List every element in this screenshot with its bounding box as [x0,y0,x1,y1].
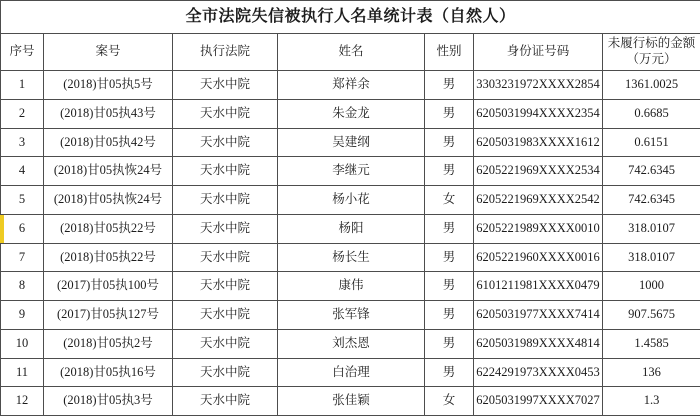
cell-name: 杨小花 [278,186,425,215]
cell-gender: 男 [425,214,474,243]
cell-court: 天水中院 [173,186,278,215]
cell-name: 白治理 [278,358,425,387]
cell-id-number: 6205221989XXXX0010 [474,214,603,243]
cell-id-number: 6224291973XXXX0453 [474,358,603,387]
cell-no: 3 [1,128,44,157]
col-header-court: 执行法院 [173,34,278,71]
cell-no: 6 [1,214,44,243]
cell-no: 12 [1,387,44,416]
cell-gender: 男 [425,358,474,387]
cell-amount: 318.0107 [603,214,700,243]
table-row [1,243,700,272]
cell-amount: 1.3 [603,387,700,416]
cell-amount: 1.4585 [603,329,700,358]
table-row [1,186,700,215]
cell-id-number: 6205031989XXXX4814 [474,329,603,358]
cell-no: 5 [1,186,44,215]
cell-name: 杨阳 [278,214,425,243]
table-row [1,157,700,186]
cell-gender: 女 [425,387,474,416]
cell-court: 天水中院 [173,301,278,330]
cell-gender: 男 [425,157,474,186]
table-row [1,272,700,301]
cell-case-no: (2018)甘05执22号 [44,243,173,272]
cell-no: 4 [1,157,44,186]
cell-court: 天水中院 [173,387,278,416]
cell-amount: 742.6345 [603,186,700,215]
page-title: 全市法院失信被执行人名单统计表（自然人） [1,1,700,34]
cell-no: 1 [1,71,44,100]
cell-gender: 男 [425,243,474,272]
cell-court: 天水中院 [173,128,278,157]
cell-id-number: 6205031994XXXX2354 [474,99,603,128]
cell-id-number: 6205031977XXXX7414 [474,301,603,330]
cell-case-no: (2018)甘05执恢24号 [44,186,173,215]
cell-name: 吴建纲 [278,128,425,157]
cell-case-no: (2017)甘05执127号 [44,301,173,330]
table-row [1,329,700,358]
cell-court: 天水中院 [173,71,278,100]
cell-case-no: (2017)甘05执100号 [44,272,173,301]
cell-id-number: 6101211981XXXX0479 [474,272,603,301]
cell-no: 7 [1,243,44,272]
cell-no: 9 [1,301,44,330]
cell-amount: 0.6151 [603,128,700,157]
cell-amount: 742.6345 [603,157,700,186]
col-header-id-number: 身份证号码 [474,34,603,71]
table-row [1,99,700,128]
col-header-name: 姓名 [278,34,425,71]
cell-case-no: (2018)甘05执43号 [44,99,173,128]
cell-court: 天水中院 [173,272,278,301]
cell-gender: 男 [425,71,474,100]
col-header-amount-line2: （万元） [603,52,700,68]
col-header-case-no: 案号 [44,34,173,71]
cell-case-no: (2018)甘05执42号 [44,128,173,157]
cell-gender: 男 [425,99,474,128]
cell-name: 张佳颖 [278,387,425,416]
cell-name: 杨长生 [278,243,425,272]
cell-court: 天水中院 [173,243,278,272]
cell-case-no: (2018)甘05执22号 [44,214,173,243]
cell-court: 天水中院 [173,358,278,387]
table-row [1,71,700,100]
cell-gender: 男 [425,301,474,330]
cell-gender: 男 [425,329,474,358]
table-row [1,128,700,157]
table-row [1,214,700,243]
cell-id-number: 6205031983XXXX1612 [474,128,603,157]
cell-no: 8 [1,272,44,301]
table-row [1,358,700,387]
col-header-no: 序号 [1,34,44,71]
cell-court: 天水中院 [173,329,278,358]
cell-id-number: 6205221969XXXX2534 [474,157,603,186]
col-header-amount [603,34,700,71]
cell-name: 张军锋 [278,301,425,330]
cell-case-no: (2018)甘05执16号 [44,358,173,387]
cell-court: 天水中院 [173,157,278,186]
row-6-highlight-marker [0,215,4,243]
cell-court: 天水中院 [173,99,278,128]
cell-amount: 0.6685 [603,99,700,128]
cell-case-no: (2018)甘05执5号 [44,71,173,100]
cell-no: 10 [1,329,44,358]
cell-amount: 907.5675 [603,301,700,330]
cell-gender: 女 [425,186,474,215]
cell-no: 2 [1,99,44,128]
cell-case-no: (2018)甘05执3号 [44,387,173,416]
cell-name: 刘杰恩 [278,329,425,358]
cell-id-number: 3303231972XXXX2854 [474,71,603,100]
cell-id-number: 6205221969XXXX2542 [474,186,603,215]
cell-court: 天水中院 [173,214,278,243]
cell-name: 李继元 [278,157,425,186]
cell-amount: 1361.0025 [603,71,700,100]
col-header-gender: 性别 [425,34,474,71]
cell-id-number: 6205031997XXXX7027 [474,387,603,416]
cell-amount: 136 [603,358,700,387]
cell-id-number: 6205221960XXXX0016 [474,243,603,272]
cell-gender: 男 [425,272,474,301]
cell-name: 朱金龙 [278,99,425,128]
cell-name: 郑祥余 [278,71,425,100]
cell-amount: 318.0107 [603,243,700,272]
table-row [1,301,700,330]
cell-no: 11 [1,358,44,387]
cell-gender: 男 [425,128,474,157]
cell-case-no: (2018)甘05执2号 [44,329,173,358]
col-header-amount-line1: 未履行标的金额 [603,36,700,52]
table-row [1,387,700,416]
cell-name: 康伟 [278,272,425,301]
cell-case-no: (2018)甘05执恢24号 [44,157,173,186]
cell-amount: 1000 [603,272,700,301]
